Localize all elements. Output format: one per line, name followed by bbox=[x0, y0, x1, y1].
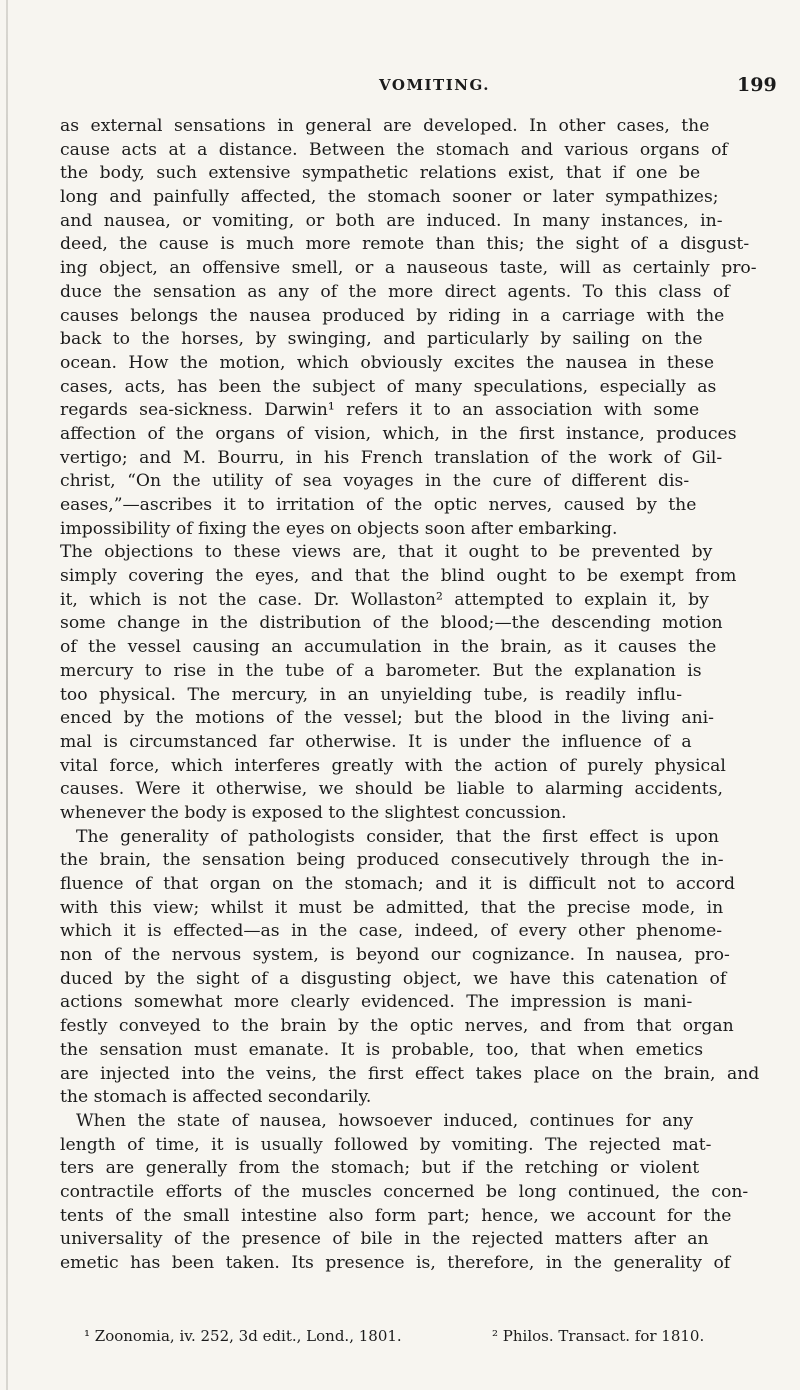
text-line: fluence of that organ on the stomach; and it is difficult not to accord bbox=[60, 874, 735, 894]
text-line: with this view; whilst it must be admitted, that the precise mode, in bbox=[60, 897, 724, 918]
text-line: causes belongs the nausea produced by riding in a carriage with the bbox=[60, 305, 725, 326]
text-line: universality of the presence of bile in the rejected matters after an bbox=[60, 1229, 709, 1250]
text-line: of the vessel causing an accumulation in the brain, as it causes the bbox=[60, 637, 717, 658]
text-line: mal is circumstanced far otherwise. It is under the influence of a bbox=[60, 731, 692, 752]
text-line: long and painfully affected, the stomach sooner or later sympathizes; bbox=[60, 187, 719, 208]
text-line: vertigo; and M. Bourru, in his French translation of the work of Gil- bbox=[60, 447, 723, 468]
text-line: christ, “On the utility of sea voyages in the cure of different dis- bbox=[60, 471, 690, 492]
page-edge bbox=[6, 0, 8, 1390]
text-line: festly conveyed to the brain by the optic nerves, and from that organ bbox=[60, 1016, 734, 1037]
text-line: vital force, which interferes greatly with the action of purely physical bbox=[60, 755, 726, 776]
text-line: the body, such extensive sympathetic relations exist, that if one be bbox=[60, 163, 701, 184]
text-line: the brain, the sensation being produced consecutively through the in- bbox=[60, 850, 724, 871]
paragraph-start-line: The generality of pathologists consider, that the first effect is upon bbox=[76, 826, 719, 847]
text-line: The objections to these views are, that it ought to be prevented by bbox=[60, 542, 713, 563]
text-line: simply covering the eyes, and that the blind ought to be exempt from bbox=[60, 566, 737, 587]
text-line: and nausea, or vomiting, or both are induced. In many instances, in- bbox=[60, 210, 723, 231]
text-line: too physical. The mercury, in an unyielding tube, is readily influ- bbox=[60, 684, 683, 705]
text-line: are injected into the veins, the first effect takes place on the brain, and bbox=[60, 1063, 760, 1084]
text-line: ocean. How the motion, which obviously excites the nausea in these bbox=[60, 352, 715, 373]
text-line: which it is effected—as in the case, indeed, of every other phenome- bbox=[60, 921, 723, 942]
text-line: as external sensations in general are developed. In other cases, the bbox=[60, 116, 710, 136]
body-text bbox=[60, 115, 800, 1276]
text-line: cases, acts, has been the subject of many speculations, especially as bbox=[60, 376, 717, 397]
footnote-2: ² Philos. Transact. for 1810. bbox=[492, 1327, 705, 1345]
page-number: 199 bbox=[737, 74, 777, 96]
text-line: the stomach is affected secondarily. bbox=[60, 1087, 372, 1108]
text-line: causes. Were it otherwise, we should be liable to alarming accidents, bbox=[60, 779, 723, 800]
text-line: length of time, it is usually followed by vomiting. The rejected mat- bbox=[60, 1134, 712, 1155]
running-title: VOMITING. bbox=[379, 76, 490, 94]
text-line: it, which is not the case. Dr. Wollaston² attempted to explain it, by bbox=[60, 589, 709, 610]
text-line: ing object, an offensive smell, or a nauseous taste, will as certainly pro- bbox=[60, 258, 757, 279]
text-line: affection of the organs of vision, which, in the first instance, produces bbox=[60, 423, 737, 444]
page-header bbox=[60, 76, 800, 100]
text-line: emetic has been taken. Its presence is, therefore, in the generality of bbox=[60, 1253, 731, 1273]
text-line: the sensation must emanate. It is probable, too, that when emetics bbox=[60, 1039, 704, 1060]
text-line: back to the horses, by swinging, and particularly by sailing on the bbox=[60, 329, 703, 350]
text-line: tents of the small intestine also form part; hence, we account for the bbox=[60, 1205, 732, 1226]
text-line: duced by the sight of a disgusting object, we have this catenation of bbox=[60, 968, 727, 989]
footnotes bbox=[60, 1327, 800, 1349]
text-line: whenever the body is exposed to the slightest concussion. bbox=[60, 802, 567, 823]
footnote-1: ¹ Zoonomia, iv. 252, 3d edit., Lond., 1801. bbox=[84, 1327, 402, 1345]
text-line: contractile efforts of the muscles concerned be long continued, the con- bbox=[60, 1181, 749, 1202]
text-line: some change in the distribution of the blood;—the descending motion bbox=[60, 613, 723, 634]
text-line: cause acts at a distance. Between the stomach and various organs of bbox=[60, 139, 728, 160]
text-line: actions somewhat more clearly evidenced. The impression is mani- bbox=[60, 992, 693, 1013]
text-line: regards sea-sickness. Darwin¹ refers it to an association with some bbox=[60, 400, 700, 421]
text-line: duce the sensation as any of the more direct agents. To this class of bbox=[60, 281, 730, 302]
text-line: enced by the motions of the vessel; but the blood in the living ani- bbox=[60, 708, 714, 729]
paragraph-start-line: When the state of nausea, howsoever induced, continues for any bbox=[76, 1110, 694, 1131]
text-line: ters are generally from the stomach; but if the retching or violent bbox=[60, 1158, 700, 1179]
text-line: non of the nervous system, is beyond our cognizance. In nausea, pro- bbox=[60, 945, 730, 966]
text-line: impossibility of fixing the eyes on objects soon after embarking. bbox=[60, 518, 618, 539]
text-line: deed, the cause is much more remote than this; the sight of a disgust- bbox=[60, 234, 750, 255]
text-line: eases,”—ascribes it to irritation of the optic nerves, caused by the bbox=[60, 495, 697, 515]
text-line: mercury to rise in the tube of a barometer. But the explanation is bbox=[60, 660, 702, 681]
